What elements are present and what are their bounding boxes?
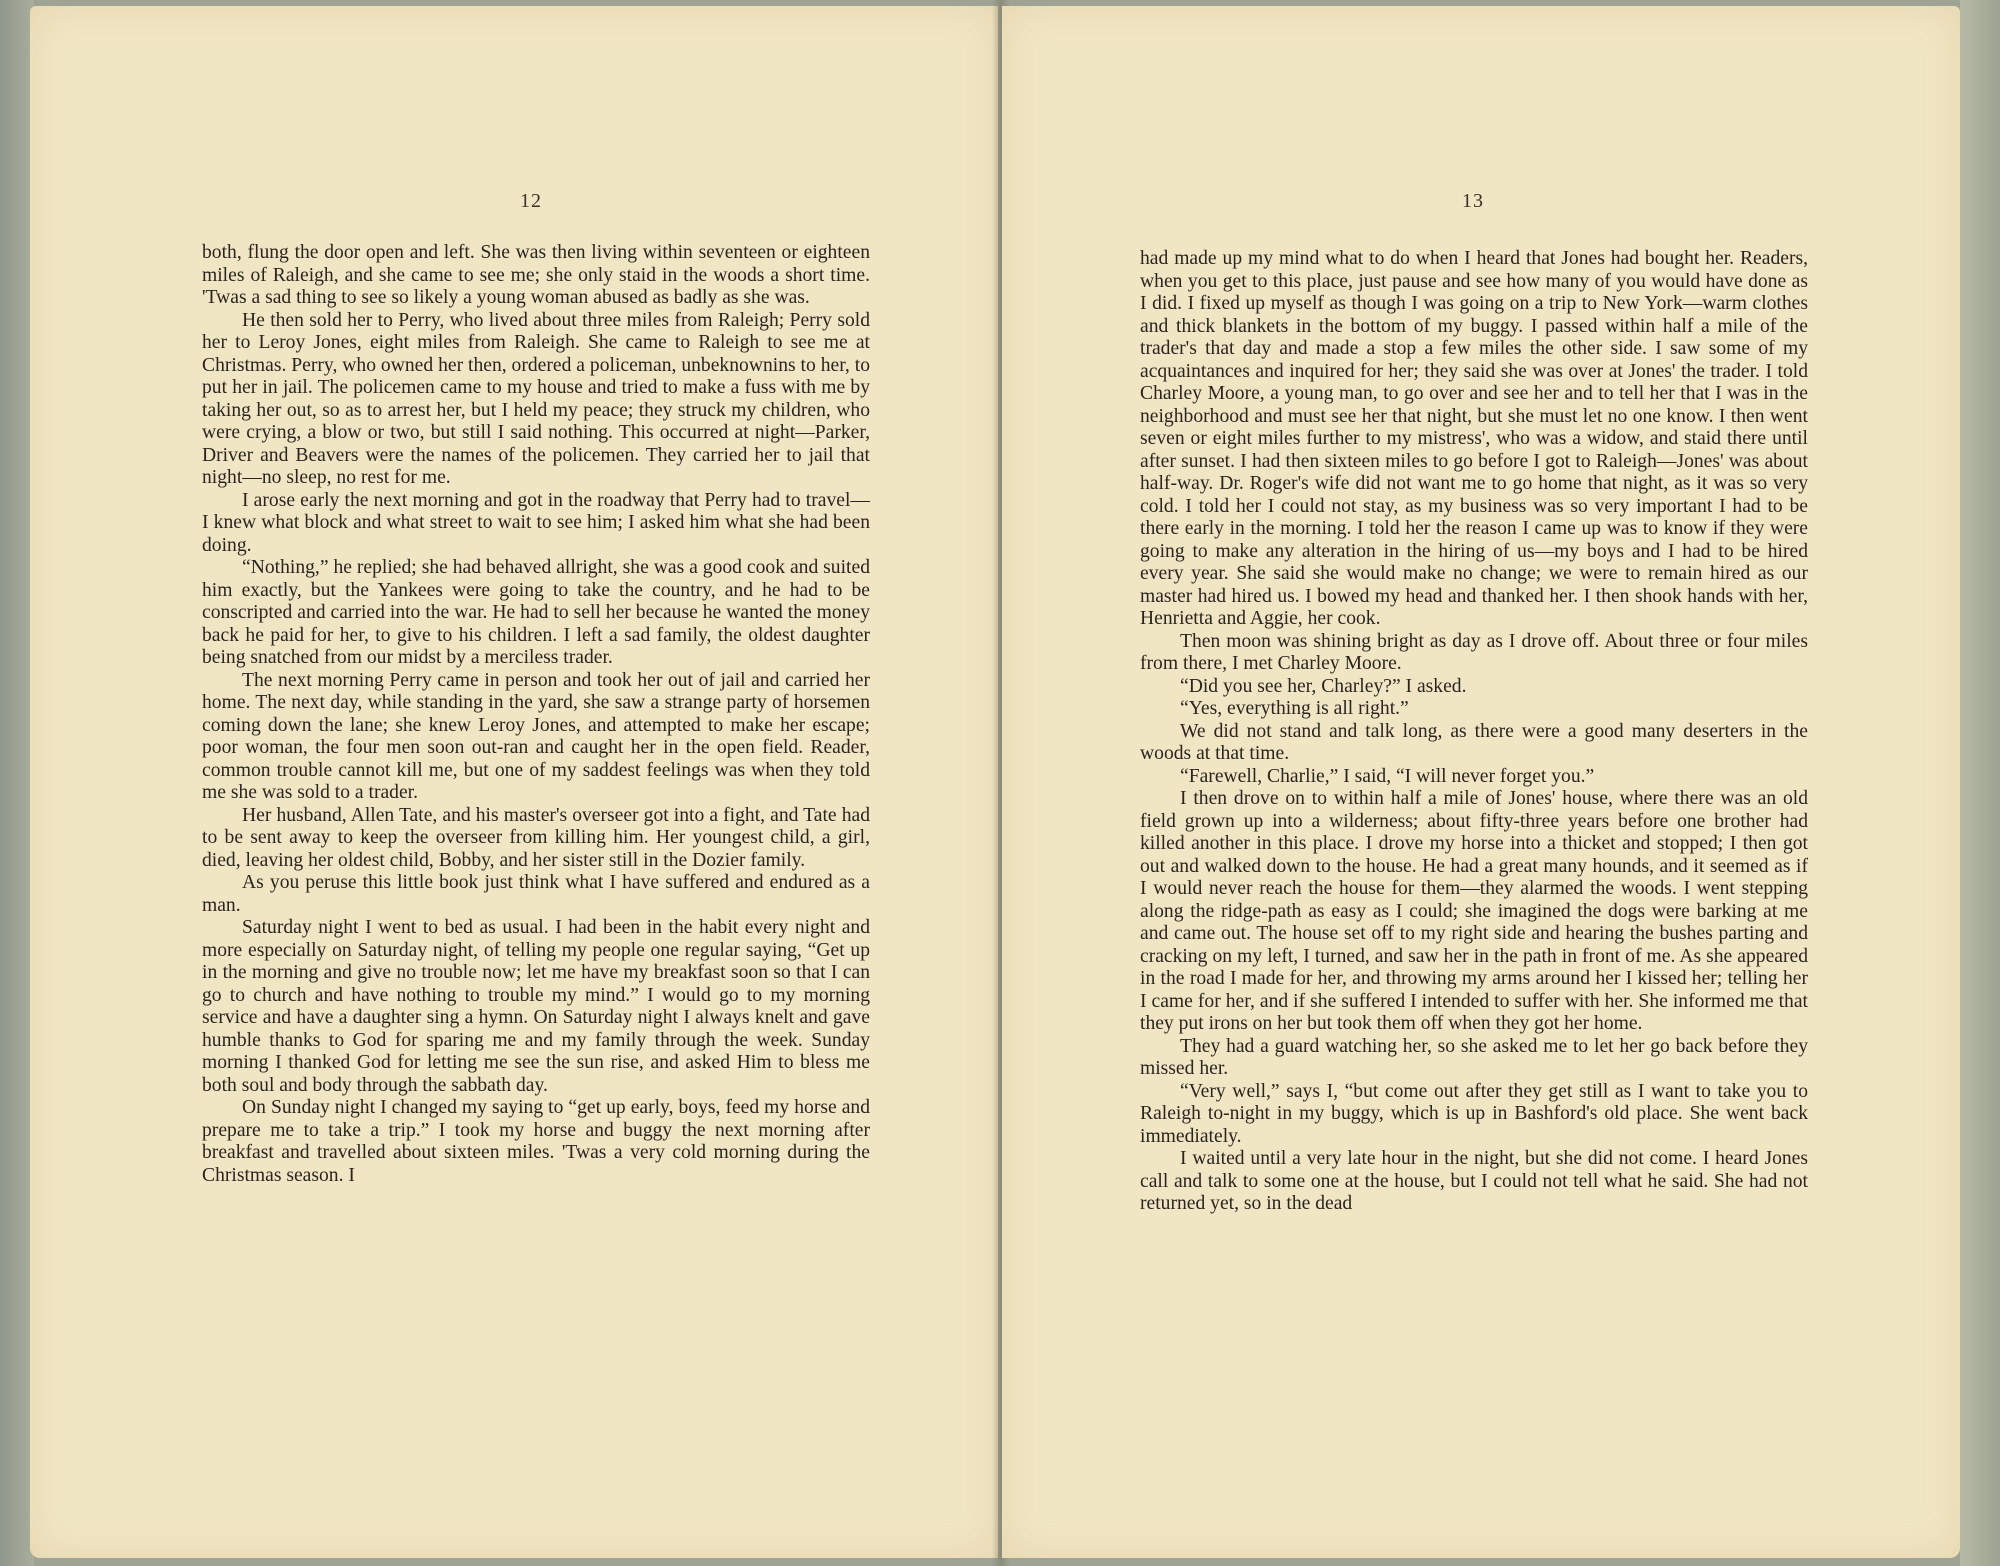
scan-backdrop-left bbox=[0, 0, 34, 1566]
paragraph: I waited until a very late hour in the night, but she did not come. I heard Jones call and talk to some one at the house, but I could not tell what he said. She had not returned yet, so in the dead bbox=[1140, 1148, 1808, 1214]
paragraph: had made up my mind what to do when I heard that Jones had bought her. Readers, when you get to this place, just pause and see how many of you would have done as I did. I fixed up myself as though I was going on a trip to New York—warm clothes and thick blankets in the bottom of my buggy. I passed within half a mile of the trader's that day and made a stop a few miles the other side. I saw some of my acquaintances and inquired for her; they said she was over at Jones' the trader. I told Charley Moore, a young man, to go over and see her and to tell her that I was in the neighborhood and must see her that night, but she must let no one know. I then went seven or eight miles further to my mistress', who was a widow, and staid there until after sunset. I had then sixteen miles to go before I got to Raleigh—Jones' was about half-way. Dr. Roger's wife did not want me to go home that night, as it was so very cold. I told her I could not stay, as my business was so very important I had to be there early in the morning. I told her the reason I came up was to know if they were going to make any alteration in the hiring of us—my boys and I had to be hired every year. She said she would make no change; we were to remain hired as our master had hired us. I bowed my head and thanked her. I then shook hands with her, Henrietta and Aggie, her cook. bbox=[1140, 248, 1808, 629]
paragraph: “Nothing,” he replied; she had behaved allright, she was a good cook and suited him exactly, but the Yankees were going to take the country, and he had to be conscripted and carried into the war. He had to sell her because he wanted the money back he paid for her, to give to his children. I left a sad family, the oldest daughter being snatched from our midst by a merciless trader. bbox=[202, 557, 870, 668]
scan-backdrop-right bbox=[1960, 0, 2000, 1566]
paragraph: We did not stand and talk long, as there were a good many deserters in the woods at that time. bbox=[1140, 720, 1808, 764]
paragraph: “Did you see her, Charley?” I asked. bbox=[1180, 675, 1467, 697]
paragraph: They had a guard watching her, so she asked me to let her go back before they missed her. bbox=[1140, 1035, 1808, 1079]
paragraph: On Sunday night I changed my saying to “get up early, boys, feed my horse and prepare me to take a trip.” I took my horse and buggy the next morning after breakfast and travelled about sixteen miles. 'Twas a very cold morning during the Christmas season. I bbox=[202, 1097, 870, 1186]
left-page-body bbox=[202, 242, 870, 1187]
paragraph: He then sold her to Perry, who lived about three miles from Raleigh; Perry sold her to Leroy Jones, eight miles from Raleigh. She came to Raleigh to see me at Christmas. Perry, who owned her then, ordered a policeman, unbeknownins to her, to put her in jail. The policemen came to my house and tried to make a fuss with me by taking her out, so as to arrest her, but I held my peace; they struck my children, who were crying, a blow or two, but still I said nothing. This occurred at night—Parker, Driver and Beavers were the names of the policemen. They carried her to jail that night—no sleep, no rest for me. bbox=[202, 309, 870, 488]
left-page bbox=[30, 6, 998, 1558]
paragraph: both, flung the door open and left. She was then living within seventeen or eighteen miles of Raleigh, and she came to see me; she only staid in the woods a short time. 'Twas a sad thing to see so likely a young woman abused as badly as she was. bbox=[202, 242, 870, 308]
paragraph: I arose early the next morning and got in the roadway that Perry had to travel—I knew what block and what street to wait to see him; I asked him what she had been doing. bbox=[202, 489, 870, 556]
right-page-number: 13 bbox=[1462, 190, 1484, 212]
paragraph: “Farewell, Charlie,” I said, “I will never forget you.” bbox=[1180, 765, 1595, 787]
paragraph: I then drove on to within half a mile of Jones' house, where there was an old field grown up into a wilderness; about fifty-three years before one brother had killed another in this place. I drove my horse into a thicket and stopped; I then got out and walked down to the house. He had a great many hounds, and it seemed as if I would never reach the house for them—they alarmed the woods. I went stepping along the ridge-path as easy as I could; she imagined the dogs were barking at me and came out. The house set off to my right side and hearing the bushes parting and cracking on my left, I turned, and saw her in the path in front of me. As she appeared in the road I made for her, and throwing my arms around her I kissed her; telling her I came for her, and if she suffered I intended to suffer with her. She informed me that they put irons on her but took them off when they got her home. bbox=[1140, 788, 1808, 1034]
paragraph: “Yes, everything is all right.” bbox=[1180, 698, 1409, 719]
paragraph: Then moon was shining bright as day as I drove off. About three or four miles from there, I met Charley Moore. bbox=[1140, 630, 1808, 674]
left-page-number: 12 bbox=[520, 190, 542, 212]
paragraph: Saturday night I went to bed as usual. I had been in the habit every night and more especially on Saturday night, of telling my people one regular saying, “Get up in the morning and give no trouble now; let me have my breakfast soon so that I can go to church and have nothing to trouble my mind.” I would go to my morning service and have a daughter sing a hymn. On Saturday night I always knelt and gave humble thanks to God for sparing me and my family through the week. Sunday morning I thanked God for letting me see the sun rise, and asked Him to bless me both soul and body through the sabbath day. bbox=[202, 917, 870, 1096]
paragraph: As you peruse this little book just think what I have suffered and endured as a man. bbox=[202, 872, 870, 916]
right-page-body bbox=[1140, 248, 1808, 1216]
paragraph: The next morning Perry came in person and took her out of jail and carried her home. The next day, while standing in the yard, she saw a strange party of horsemen coming down the lane; she knew Leroy Jones, and attempted to make her escape; poor woman, the four men soon out-ran and caught her in the open field. Reader, common trouble cannot kill me, but one of my saddest feelings was when they told me she was sold to a trader. bbox=[202, 669, 870, 803]
paragraph: “Very well,” says I, “but come out after they get still as I want to take you to Raleigh to-night in my buggy, which is up in Bashford's old place. She went back immediately. bbox=[1140, 1080, 1808, 1147]
right-page bbox=[1002, 6, 1960, 1558]
paragraph: Her husband, Allen Tate, and his master's overseer got into a fight, and Tate had to be sent away to keep the overseer from killing him. Her youngest child, a girl, died, leaving her oldest child, Bobby, and her sister still in the Dozier family. bbox=[202, 804, 870, 871]
